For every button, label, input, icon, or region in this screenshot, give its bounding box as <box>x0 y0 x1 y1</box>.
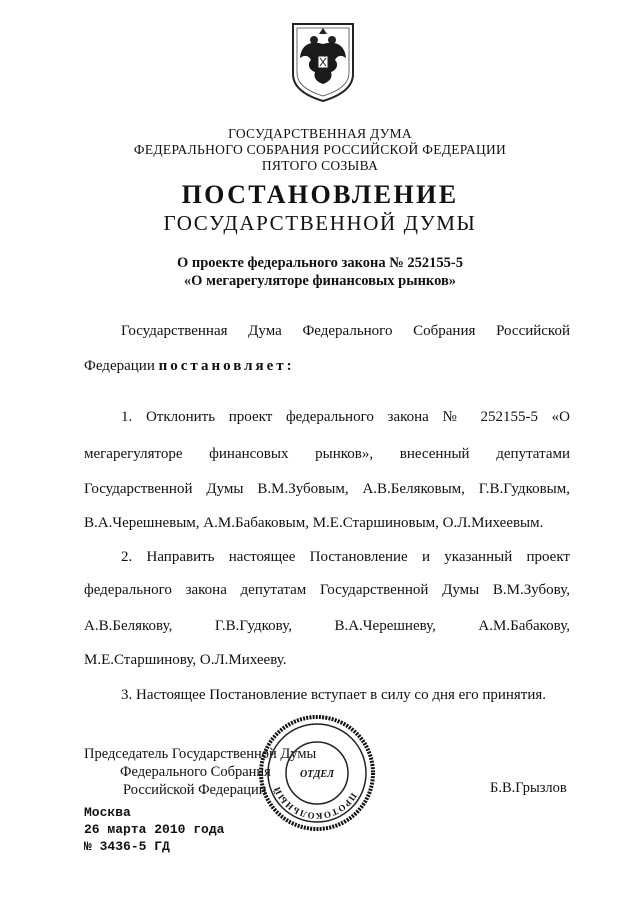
footer-city: Москва <box>84 805 131 820</box>
header-line-3: ПЯТОГО СОЗЫВА <box>261 158 379 173</box>
item1-line-3: Государственной Думы В.М.Зубовым, А.В.Беляковым, Г.В.Гудковым, <box>84 481 570 497</box>
item2-line-2: федерального закона депутатам Государственной Думы В.М.Зубову, <box>84 582 570 598</box>
resolves-word: постановляет: <box>158 358 295 374</box>
footer-number: № 3436-5 ГД <box>84 839 170 854</box>
signature-line-3: Российской Федерации <box>123 782 267 798</box>
header-line-2: ФЕДЕРАЛЬНОГО СОБРАНИЯ РОССИЙСКОЙ ФЕДЕРАЦИИ <box>133 142 507 157</box>
preamble-line-2 <box>84 358 570 375</box>
item1-line-2: мегарегуляторе финансовых рынков», внесенный депутатами <box>84 446 570 462</box>
svg-text:ПРОТОКОЛЬНЫЙ <box>271 785 358 821</box>
item2-line-4: М.Е.Старшинову, О.Л.Михееву. <box>84 652 287 668</box>
item3-line: 3. Настоящее Постановление вступает в силу со дня его принятия. <box>121 687 547 703</box>
stamp-ring-text: ПРОТОКОЛЬНЫЙ <box>271 784 359 822</box>
header-line-1: ГОСУДАРСТВЕННАЯ ДУМА <box>228 126 412 141</box>
subject-line-1: О проекте федерального закона № 252155-5 <box>176 255 464 271</box>
signature-line-2: Федерального Собрания <box>120 764 271 780</box>
item1-line-1: 1. Отклонить проект федерального закона № 252155-5 «О <box>121 409 570 425</box>
coat-of-arms-emblem <box>289 20 357 104</box>
signature-line-1: Председатель Государственной Думы <box>84 746 317 762</box>
document-subtitle: ГОСУДАРСТВЕННОЙ ДУМЫ <box>163 211 477 235</box>
official-stamp <box>258 714 376 832</box>
item2-line-1: 2. Направить настоящее Постановление и указанный проект <box>121 549 570 565</box>
preamble-line-1: Государственная Дума Федерального Собрания Российской <box>121 323 570 339</box>
subject-line-2: «О мегарегуляторе финансовых рынков» <box>183 273 457 289</box>
item2-line-3: А.В.Белякову, Г.В.Гудкову, В.А.Черешневу, А.М.Бабакову, <box>84 618 570 634</box>
stamp-center-text: ОТДЕЛ <box>300 769 334 780</box>
footer-date: 26 марта 2010 года <box>84 822 225 837</box>
document-title: ПОСТАНОВЛЕНИЕ <box>181 180 459 209</box>
preamble-prefix: Федерации <box>84 358 159 374</box>
signatory-name: Б.В.Грызлов <box>490 780 567 796</box>
item1-line-4: В.А.Черешневым, А.М.Бабаковым, М.Е.Старшиновым, О.Л.Михеевым. <box>84 515 544 531</box>
